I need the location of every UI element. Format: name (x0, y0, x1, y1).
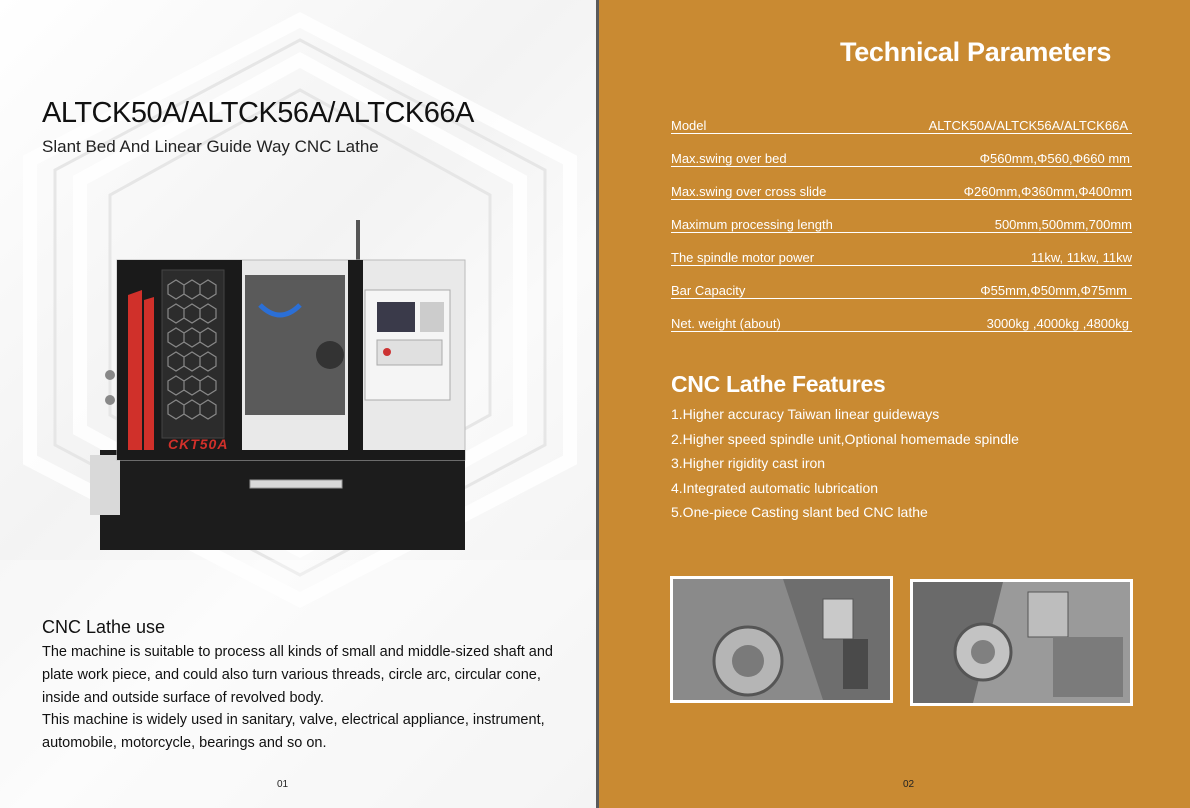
param-label: Model (671, 118, 707, 133)
param-row-model (671, 116, 1132, 134)
spindle-closeup-image (673, 579, 890, 700)
spindle-photo-1 (670, 576, 893, 703)
page-number-left: 01 (277, 779, 289, 790)
param-row-spindle-power (671, 248, 1132, 266)
param-value: Φ560mm,Φ560,Φ660 mm (979, 151, 1130, 166)
param-row-processing-length (671, 215, 1132, 233)
right-page (599, 0, 1190, 808)
feature-item: 3.Higher rigidity cast iron (671, 455, 826, 471)
feature-item: 2.Higher speed spindle unit,Optional homemade spindle (671, 430, 1019, 447)
lathe-use-paragraph: The machine is suitable to process all kinds of small and middle-sized shaft and plate work piece, and could also turn various threads, circle arc, circular cone, inside and outside surface of revolved body. (42, 644, 553, 706)
param-row-bar-capacity (671, 281, 1132, 299)
machine-brand-label: CKT50A (168, 436, 229, 452)
param-value: 500mm,500mm,700mm (994, 217, 1132, 232)
lathe-use-paragraph: This machine is widely used in sanitary, valve, electrical appliance, instrument, automobile, motorcycle, bearings and so on. (42, 712, 545, 752)
param-label: Maximum processing length (671, 217, 833, 232)
feature-item: 4.Integrated automatic lubrication (671, 479, 879, 496)
feature-item: 1.Higher accuracy Taiwan linear guideways (671, 406, 940, 422)
param-row-net-weight (671, 314, 1132, 332)
spindle-photo-2 (910, 579, 1133, 706)
cnc-lathe-machine-image (80, 205, 480, 565)
param-value: 3000kg ,4000kg ,4800kg (986, 316, 1129, 331)
page-number-right: 02 (903, 779, 915, 790)
param-value: ALTCK50A/ALTCK56A/ALTCK66A (928, 118, 1128, 133)
model-title: ALTCK50A/ALTCK56A/ALTCK66A (42, 97, 474, 129)
turret-closeup-image (913, 582, 1130, 703)
param-label: Bar Capacity (671, 283, 746, 298)
param-label: Net. weight (about) (671, 316, 781, 331)
param-row-swing-over-bed (671, 149, 1132, 167)
param-row-swing-over-cross-slide (671, 182, 1132, 200)
features-list (671, 404, 1019, 527)
features-title: CNC Lathe Features (671, 371, 886, 397)
feature-item: 5.One-piece Casting slant bed CNC lathe (671, 504, 928, 520)
param-value: Φ55mm,Φ50mm,Φ75mm (980, 283, 1127, 298)
param-label: The spindle motor power (671, 250, 815, 265)
param-value: 11kw, 11kw, 11kw (1030, 250, 1132, 265)
model-subtitle: Slant Bed And Linear Guide Way CNC Lathe (42, 137, 379, 156)
param-label: Max.swing over bed (671, 151, 787, 166)
param-value: Φ260mm,Φ360mm,Φ400mm (963, 184, 1132, 199)
technical-parameters-title: Technical Parameters (840, 37, 1112, 67)
lathe-use-title: CNC Lathe use (42, 617, 166, 637)
lathe-use-body (42, 641, 572, 755)
param-label: Max.swing over cross slide (671, 184, 827, 199)
